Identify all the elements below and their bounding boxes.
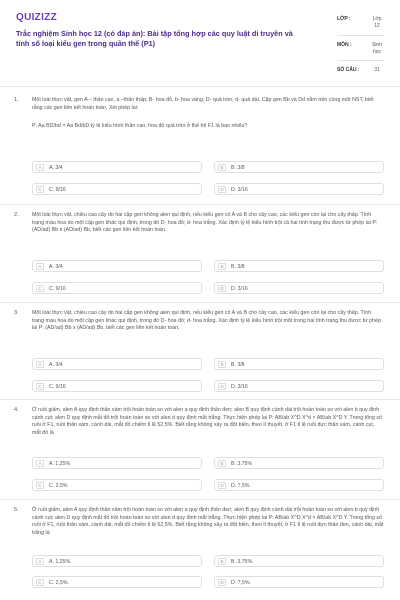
question-text: Ở ruồi giấm, alen A quy định thân xám trội hoàn toàn so với alen a quy định thân đen; alen B quy định cánh dài trội hoàn toàn so với alen b quy định cánh cụt; alen D quy định mắt đỏ trội hoàn toàn so với alen d quy định mắt trắng. Thực hiện phép lai P: AB/ab X^D X^d × AB/ab X^D Y. Trong tổng số ruồi ở F1, ruồi thân xám, cánh dài, mắt đỏ chiếm tỉ lệ 52,5%. Biết rằng không xảy ra đột biến, theo lí thuyết, ở F1 tỉ lệ ruồi đực thân xám, cánh cụt, mắt đỏ là [32, 407, 383, 436]
option-letter: A [36, 558, 44, 565]
meta-divider [337, 60, 384, 61]
option-b[interactable] [214, 457, 384, 469]
option-text: C. 9/16 [49, 384, 66, 390]
option-letter: C [36, 579, 44, 586]
worksheet-header [16, 12, 384, 76]
option-a[interactable] [32, 260, 202, 272]
option-d[interactable] [214, 479, 384, 491]
question-text: Một loài thực vật, chiều cao cây do hai cặp gen không alen qui định, nếu kiểu gen có A và B cho cây cao, các kiểu gen còn lại cho cây thấp. Tính trạng màu hoa do một cặp gen khác qui định, trong đó D- hoa đỏ; d- hoa trắng. Xác định tỷ lệ kiểu hình trội cả hai tính trạng thu được từ phép lai P: (AD/ad) Bb x (AD/ad) Bb, biết các gen liên kết hoàn toàn. [32, 212, 378, 234]
option-letter: A [36, 263, 44, 270]
question-divider [0, 204, 400, 205]
meta-mon-label: MÔN : [337, 42, 352, 48]
option-text: A. 1,25%. [49, 559, 72, 565]
question-text: Một loài thực vật, chiều cao cây do hai cặp gen không alen qui định, nếu kiểu gen có A và B cho cây cao, các kiểu gen còn lại cho cây thấp. Tính trạng màu hoa do một cặp gen khác qui định, trong đó D- hoa đỏ; d- hoa trắng. Xác định tỷ lệ kiểu hình trội một trong hai tính trạng thu được từ phép lai P: (AD/ad) Bb x (AD/ad) Bb, biết các gen liên kết hoàn toàn. [32, 310, 381, 332]
option-letter: A [36, 164, 44, 171]
option-a[interactable] [32, 161, 202, 173]
option-text: B. 3/8 [231, 165, 245, 171]
option-text: C. 9/16 [49, 187, 66, 193]
option-text: C. 9/16 [49, 286, 66, 292]
option-text: A. 1,25% [49, 461, 71, 467]
meta-mon-value: Sinh học [371, 42, 382, 55]
option-letter: B [218, 361, 226, 368]
option-letter: C [36, 383, 44, 390]
meta-socau-value: 31 [374, 67, 380, 73]
option-text: D. 3/16 [231, 384, 248, 390]
option-letter: D [218, 579, 226, 586]
option-letter: D [218, 285, 226, 292]
meta-lop-value: Lớp 12 [372, 16, 382, 29]
option-d[interactable] [214, 282, 384, 294]
option-letter: B [218, 164, 226, 171]
question-text: Ở ruồi giấm, alen A quy định thân xám trội hoàn toàn so với alen a quy định thân đen; alen B quy định cánh dài trội hoàn toàn so với alen b quy định cánh cụt; alen D quy định mắt đỏ trội hoàn toàn so với alen d quy định mắt trắng. Thực hiện phép lai P: AB/ab X^D X^d × AB/ab X^D Y. Trong tổng số ruồi ở F1, ruồi thân xám, cánh dài, mắt đỏ chiếm tỉ lệ 52,5%. Biết rằng không xảy ra đột biến, theo lí thuyết, ở F1 tỉ lệ ruồi đực thân đen, cánh dài, mắt trắng là [32, 507, 384, 536]
option-text: B. 3,75% [231, 461, 253, 467]
meta-divider [337, 35, 384, 36]
option-c[interactable] [32, 282, 202, 294]
question-number: 1. [14, 97, 19, 103]
option-b[interactable] [214, 260, 384, 272]
option-text: C. 2,5%. [49, 580, 69, 586]
option-a[interactable] [32, 555, 202, 567]
option-text: D. 7,5% [231, 483, 250, 489]
meta-socau-label: SỐ CÂU : [337, 67, 360, 73]
option-letter: A [36, 460, 44, 467]
worksheet-title: Trắc nghiệm Sinh học 12 (có đáp án): Bài tập tổng hợp các quy luật di truyền và tính số loại kiểu gen trong quần thể (P1) [16, 29, 293, 48]
question-4 [14, 407, 384, 499]
option-c[interactable] [32, 576, 202, 588]
quizizz-logo[interactable] [16, 12, 57, 23]
option-text: B. 3,75%. [231, 559, 254, 565]
option-letter: C [36, 186, 44, 193]
option-d[interactable] [214, 183, 384, 195]
option-letter: A [36, 361, 44, 368]
option-c[interactable] [32, 380, 202, 392]
question-cross: P: Aa BD/bd × Aa Bd/bD tỷ lệ kiểu hình thân cao, hoa đỏ quả tròn ở thế hệ F1 là bao nhiêu? [32, 123, 248, 129]
option-c[interactable] [32, 479, 202, 491]
option-letter: D [218, 383, 226, 390]
logo-text: QUIZIZZ [16, 12, 57, 23]
option-text: D. 3/16 [231, 187, 248, 193]
option-b[interactable] [214, 161, 384, 173]
question-5 [14, 507, 384, 599]
header-divider [0, 86, 400, 87]
option-text: A. 3/4 [49, 165, 63, 171]
question-divider [0, 399, 400, 400]
option-d[interactable] [214, 380, 384, 392]
option-letter: D [218, 186, 226, 193]
question-number: 3. [14, 310, 19, 316]
option-text: B. 3/8 [231, 264, 245, 270]
option-a[interactable] [32, 457, 202, 469]
option-letter: B [218, 460, 226, 467]
option-d[interactable] [214, 576, 384, 588]
option-text: D. 3/16 [231, 286, 248, 292]
question-divider [0, 302, 400, 303]
question-number: 2. [14, 212, 19, 218]
option-letter: D [218, 482, 226, 489]
option-text: A. 3/4 [49, 264, 63, 270]
option-letter: B [218, 263, 226, 270]
option-b[interactable] [214, 555, 384, 567]
question-2 [14, 212, 384, 302]
meta-lop-label: LỚP : [337, 16, 351, 22]
option-text: B. 3/8 [231, 362, 245, 368]
question-text: Một loài thực vật, gen A – thân cao, a –thân thấp; B- hoa đỏ, b- hoa vàng; D- quả tròn, d- quả dài. Cặp gen Bb và Dd nằm trên cùng một NST, biết rằng các gen liên kết hoàn toàn. Xét phép lai: [32, 97, 374, 111]
option-letter: C [36, 482, 44, 489]
question-1 [14, 97, 384, 193]
question-number: 5. [14, 507, 19, 513]
option-letter: B [218, 558, 226, 565]
option-b[interactable] [214, 358, 384, 370]
option-text: D. 7,5%. [231, 580, 251, 586]
question-divider [0, 499, 400, 500]
question-3 [14, 310, 384, 400]
option-text: C. 2,5% [49, 483, 68, 489]
question-number: 4. [14, 407, 19, 413]
option-letter: C [36, 285, 44, 292]
option-a[interactable] [32, 358, 202, 370]
option-text: A. 3/4 [49, 362, 63, 368]
option-c[interactable] [32, 183, 202, 195]
